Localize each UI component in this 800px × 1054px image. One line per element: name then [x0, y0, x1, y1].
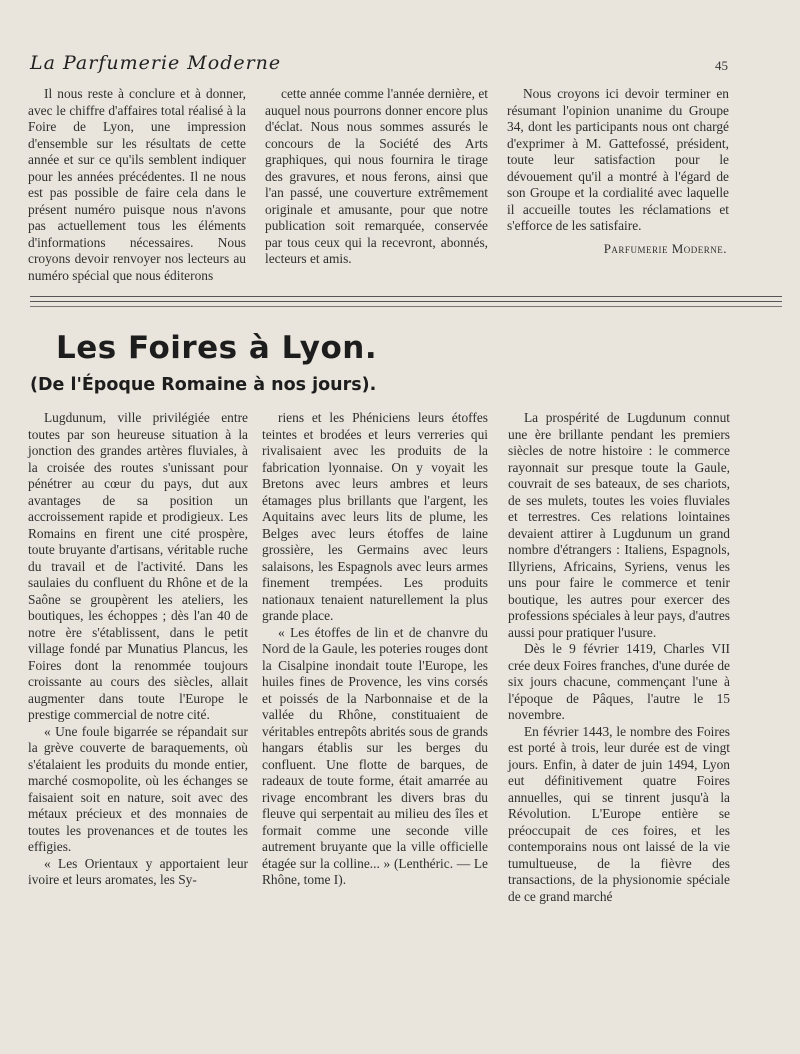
paragraph: « Les Orientaux y apportaient leur ivoire et leurs aromates, les Sy-: [28, 855, 248, 887]
paragraph: Lugdunum, ville privilégiée entre toutes par son heureuse situation à la jonction des grandes artères fluviales, à la croisée des routes s'unissant pour pénétrer au cœur du pays, dut aux avantages de sa position un accroissement rapide et prodigieux. Les Romains en firent une cité prospère, toute bruyante d'artisans, véritable ruche du travail et de l'activité. Dans les saulaies du confluent du Rhône et de la Saône se groupèrent les ateliers, les boutiques, les échoppes ; dès l'an 40 de notre ère s'établissent, dans le petit village fondé par Munatius Plancus, les Foires dont la renommée toujours croissante au cours des siècles, allait augmenter dans toute l'Europe le prestige commercial de notre cité.: [28, 410, 248, 722]
top-column-1: [28, 86, 246, 284]
paragraph: En février 1443, le nombre des Foires est porté à trois, leur durée est de vingt jours. Enfin, à dater de juin 1494, Lyon eut définitivement quatre Foires annuelles, qui se tinrent jusqu'à la Révolution. L'Europe entière se préoccupait de ces foires, et les contemporains nous ont laissé de la vie tumultueuse, de la fièvre des transactions, de la physionomie spéciale de ce grand marché: [508, 723, 730, 904]
paragraph: « Une foule bigarrée se répandait sur la grève couverte de baraquements, où s'étalaient les produits du monde entier, marché cosmopolite, où les échanges se faisaient soit en nature, soit avec des métaux précieux et des monnaies de toutes les provenances et de toutes les effigies.: [28, 723, 248, 854]
article-column-2: [262, 410, 488, 889]
divider-rule: [30, 296, 782, 297]
paragraph: Dès le 9 février 1419, Charles VII crée deux Foires franches, d'une durée de six jours chacune, commençant l'une à l'époque de Pâques, l'autre le 15 novembre.: [508, 641, 730, 722]
paragraph: riens et les Phéniciens leurs étoffes teintes et brodées et leurs verreries qui rivalisaient avec les produits de la fabrication lyonnaise. On y voyait les Bretons avec leurs ambres et leurs étamages plus brillants que l'argent, les Aquitains avec leurs lits de plume, les Belges avec leurs étoffes de laine grossière, les Germains avec leurs salaisons, les Espagnols avec leurs armes finement trempées. Les produits nationaux tenaient naturellement la plus grande place.: [262, 410, 488, 623]
paragraph: Il nous reste à conclure et à donner, avec le chiffre d'affaires total réalisé à la Foire de Lyon, une impression d'ensemble sur les résultats de cette année et sur ce qu'ils semblent indiquer pour les années précédentes. Il ne nous est pas possible de faire cela dans le présent numéro puisque nous n'avons pas actuellement tous les éléments d'informations nécessaires. Nous croyons devoir renvoyer nos lecteurs au numéro spécial que nous éditerons: [28, 86, 246, 283]
article-column-1: [28, 410, 248, 889]
running-header-title: La Parfumerie Moderne: [30, 52, 282, 74]
article-title: Les Foires à Lyon.: [56, 330, 378, 366]
page-number: 45: [715, 58, 728, 73]
paragraph: La prospérité de Lugdunum connut une ère brillante pendant les premiers siècles de notre histoire : le commerce rayonnait sur presque toute la Gaule, couvrait de ses bateaux, de ses chariots, de ses mulets, toutes les voies fluviales et terrestres. Ces relations lointaines devaient attirer à Lugdunum un grand nombre d'étrangers : Italiens, Espagnols, Illyriens, Africains, Syriens, venus les uns pour faire le commerce et tenir boutique, les autres pour exercer des professions spéciales à leur pays, d'autres aussi pour pratiquer l'usure.: [508, 410, 730, 640]
paragraph: « Les étoffes de lin et de chanvre du Nord de la Gaule, les poteries rouges dont la Cisalpine inondait toute l'Europe, les huiles fines de Provence, les vins corsés et poissés de la Narbonnaise et de la vallée du Rhône, constituaient de véritables entrepôts abrités sous de grands hangars établis sur les berges du confluent. Une flotte de barques, de radeaux de toute forme, était amarrée au rivage encombrant les divers bras du fleuve qui serpentait au milieu des îles et formait comme une seconde ville autrement bruyante que la ville officielle étagée sur la colline... » (Lenthéric. — Le Rhône, tome I).: [262, 624, 488, 887]
top-column-3: [507, 86, 729, 257]
divider-rule: [30, 306, 782, 307]
paragraph: Nous croyons ici devoir terminer en résumant l'opinion unanime du Groupe 34, dont les participants nous ont chargé d'exprimer à M. Gattefossé, président, toute leur satisfaction pour le dévouement qu'il a montré à l'égard de son Groupe et la cordialité avec laquelle il accueille toutes les réclamations et s'efforce de les satisfaire.: [507, 86, 729, 233]
signature: Parfumerie Moderne.: [603, 240, 727, 256]
article-column-3: [508, 410, 730, 905]
paragraph: cette année comme l'année dernière, et auquel nous pourrons donner encore plus d'éclat. Nous nous sommes assurés le concours de la Société des Arts graphiques, qui nous fournira le tirage des gravures, et nous ferons, ainsi que l'an passé, une couverture extrêmement originale et amusante, pour que notre publication soit remarquée, conservée par tous ceux qui la recevront, abonnés, lecteurs et amis.: [265, 86, 488, 266]
article-subtitle: (De l'Époque Romaine à nos jours).: [30, 375, 377, 395]
divider-rule: [30, 301, 782, 302]
top-column-2: [265, 86, 488, 268]
